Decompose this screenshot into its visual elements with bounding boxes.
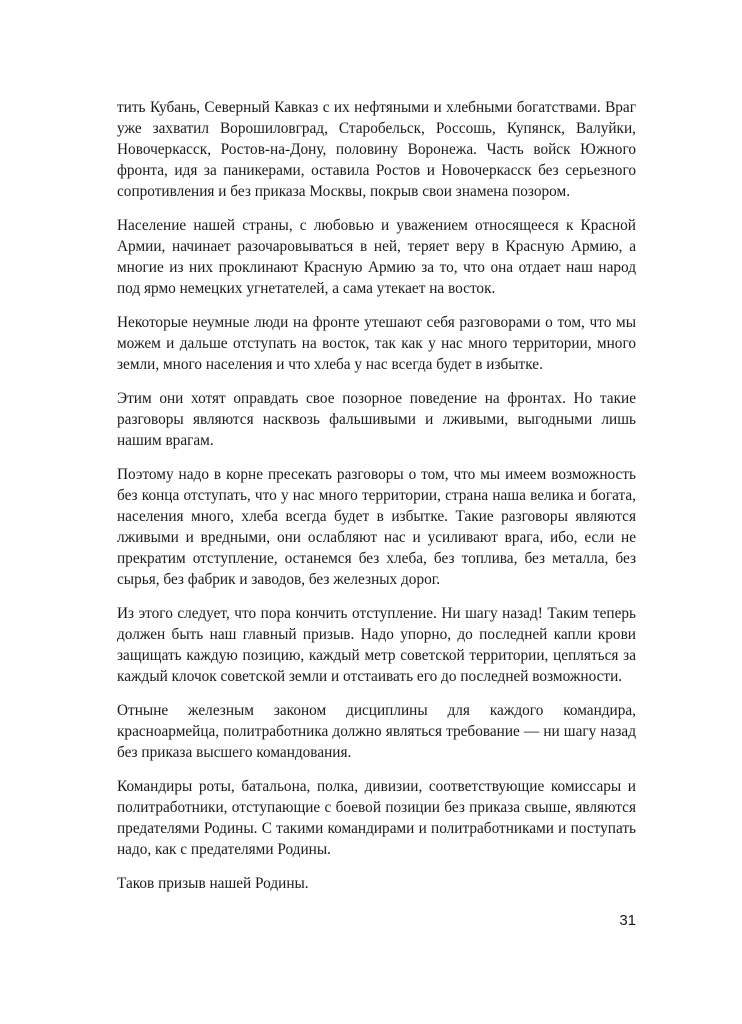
paragraph-6: Из этого следует, что пора кончить отступление. Ни шагу назад! Таким теперь должен быть наш главный призыв. Надо упорно, до последней капли крови защищать каждую позицию, каждый метр советской территории, цепляться за каждый клочок советской земли и отстаивать его до последней возможности. (117, 605, 636, 685)
page-number: 31 (619, 912, 636, 929)
paragraph-5: Поэтому надо в корне пресекать разговоры о том, что мы имеем возможность без конца отступать, что у нас много территории, страна наша велика и богата, населения много, хлеба всегда будет в избытке. Такие разговоры являются лживыми и вредными, они ослабляют нас и усиливают врага, ибо, если не прекратим отступление, останемся без хлеба, без топлива, без металла, без сырья, без фабрик и заводов, без железных дорог. (117, 466, 636, 588)
paragraph-3: Некоторые неумные люди на фронте утешают себя разговорами о том, что мы можем и дальше отступать на восток, так как у нас много территории, много земли, много населения и что хлеба у нас всегда будет в избытке. (117, 314, 636, 373)
paragraph-4: Этим они хотят оправдать свое позорное поведение на фронтах. Но такие разговоры являются насквозь фальшивыми и лживыми, выгодными лишь нашим врагам. (117, 390, 636, 449)
paragraph-9: Таков призыв нашей Родины. (117, 875, 309, 892)
paragraph-1: тить Кубань, Северный Кавказ с их нефтяными и хлебными богатствами. Враг уже захватил Ворошиловград, Старобельск, Россошь, Купянск, Валуйки, Новочеркасск, Ростов-на-Дону, половину Воронежа. Часть войск Южного фронта, идя за паникерами, оставила Ростов и Новочеркасск без серьезного сопротивления и без приказа Москвы, покрыв свои знамена позором. (117, 99, 636, 200)
body-text (117, 97, 636, 894)
paragraph-8: Командиры роты, батальона, полка, дивизии, соответствующие комиссары и политработники, отступающие с боевой позиции без приказа свыше, являются предателями Родины. С такими командирами и политработниками и поступать надо, как с предателями Родины. (117, 778, 636, 858)
paragraph-7: Отныне железным законом дисциплины для каждого командира, красноармейца, политработника должно являться требование — ни шагу назад без приказа высшего командования. (117, 702, 636, 761)
paragraph-2: Население нашей страны, с любовью и уважением относящееся к Красной Армии, начинает разочаровываться в ней, теряет веру в Красную Армию, а многие из них проклинают Красную Армию за то, что она отдает наш народ под ярмо немецких угнетателей, а сама утекает на восток. (117, 217, 636, 297)
